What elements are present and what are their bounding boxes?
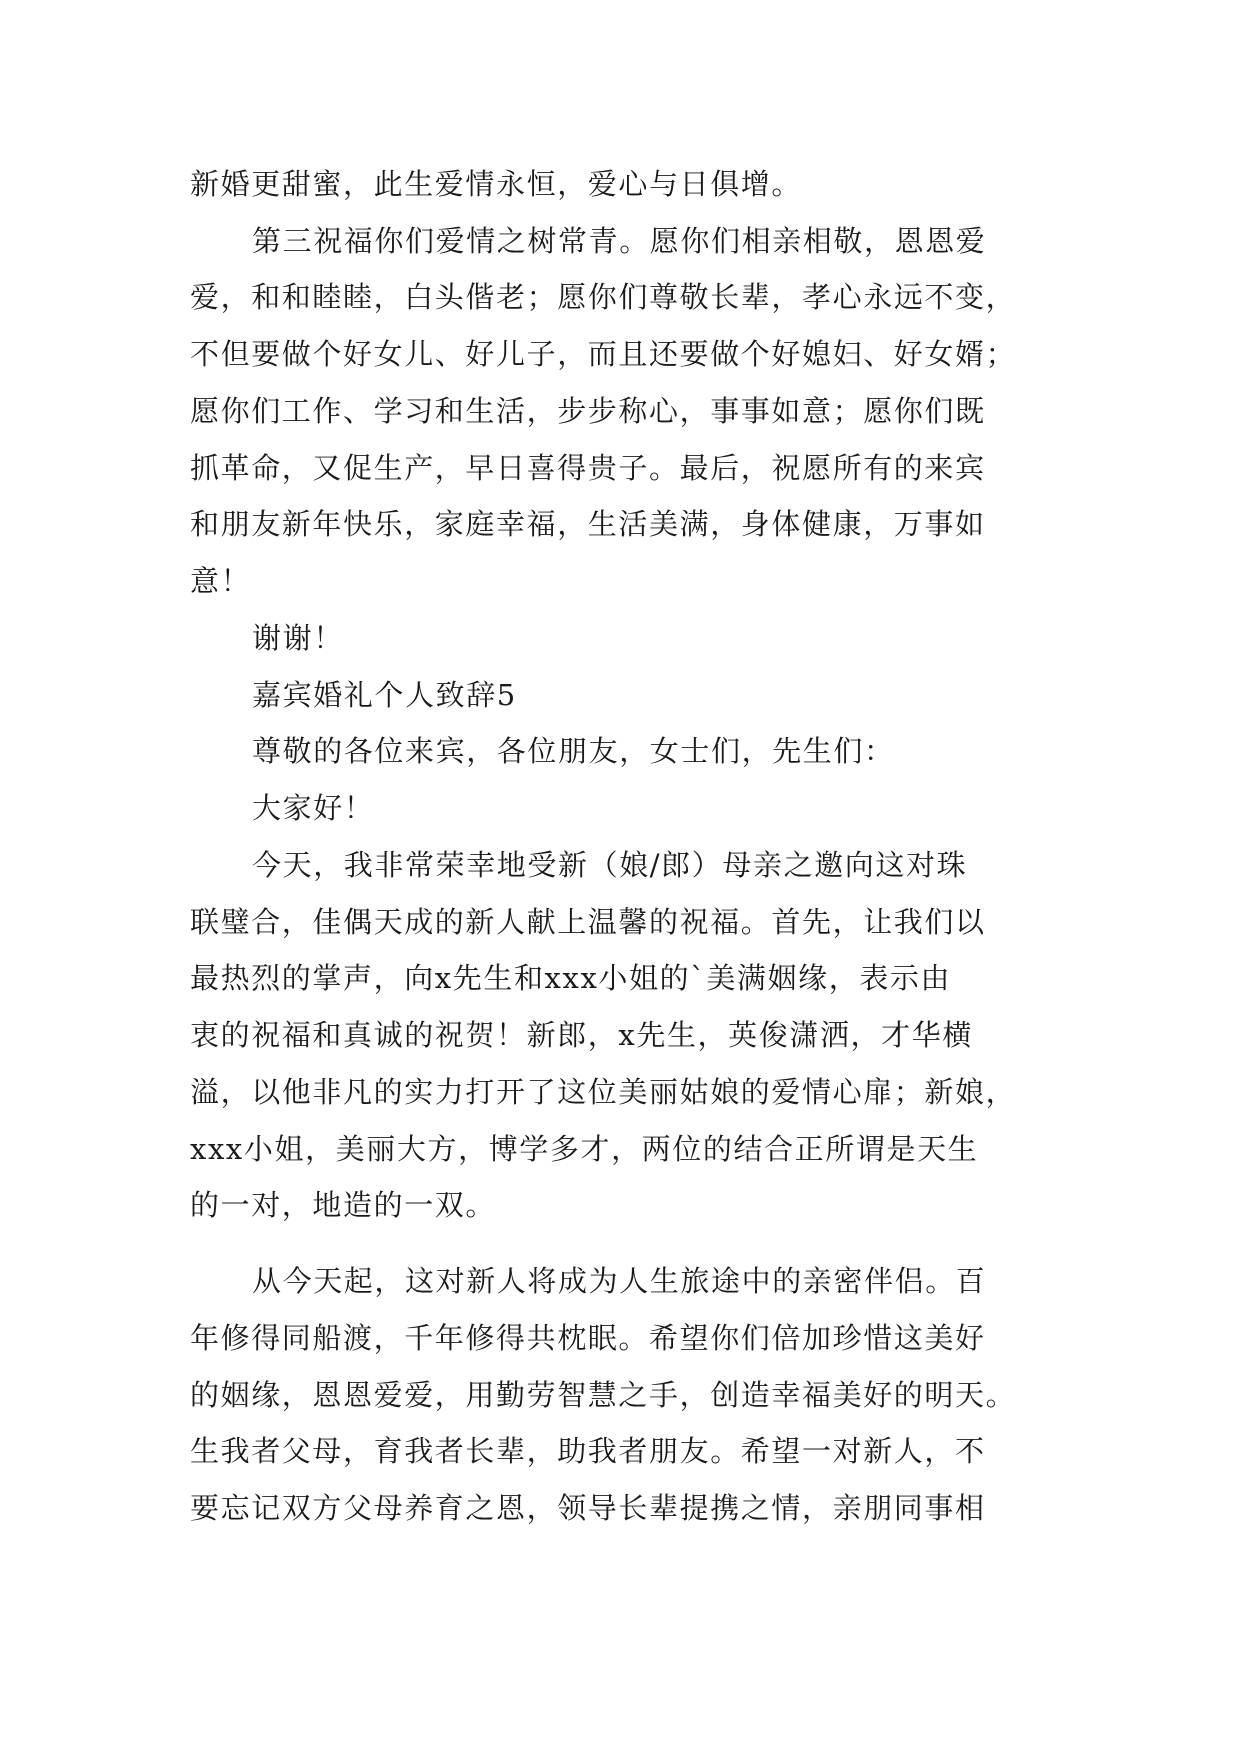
- text-line: 从今天起，这对新人将成为人生旅途中的亲密伴侣。百: [252, 1264, 987, 1298]
- text-line: 和朋友新年快乐，家庭幸福，生活美满，身体健康，万事如: [190, 507, 986, 541]
- text-line: 今天，我非常荣幸地受新（娘/郎）母亲之邀向这对珠: [252, 848, 968, 882]
- text-line: 不但要做个好女儿、好儿子，而且还要做个好媳妇、好女婿；: [190, 337, 1017, 371]
- text-line: 要忘记双方父母养育之恩，领导长辈提携之情，亲朋同事相: [190, 1491, 986, 1525]
- text-line: 生我者父母，育我者长辈，助我者朋友。希望一对新人，不: [190, 1434, 986, 1468]
- text-line: xxx小姐，美丽大方，博学多才，两位的结合正所谓是天生: [190, 1132, 979, 1166]
- text-line: 衷的祝福和真诚的祝贺！新郎，x先生，英俊潇洒，才华横: [190, 1018, 973, 1052]
- text-line: 意！: [190, 564, 252, 598]
- text-line: 新婚更甜蜜，此生爱情永恒，爱心与日俱增。: [190, 167, 803, 201]
- text-line: 愿你们工作、学习和生活，步步称心，事事如意；愿你们既: [190, 394, 986, 428]
- text-line: 第三祝福你们爱情之树常青。愿你们相亲相敬，恩恩爱: [252, 224, 987, 258]
- text-line: 最热烈的掌声，向x先生和xxx小姐的`美满姻缘，表示由: [190, 961, 952, 995]
- text-line: 大家好！: [252, 791, 375, 825]
- text-line: 谢谢！: [252, 621, 344, 655]
- text-line: 抓革命，又促生产，早日喜得贵子。最后，祝愿所有的来宾: [190, 451, 986, 485]
- text-line: 尊敬的各位来宾，各位朋友，女士们，先生们：: [252, 734, 895, 768]
- text-line: 溢，以他非凡的实力打开了这位美丽姑娘的爱情心扉；新娘，: [190, 1075, 1017, 1109]
- text-line: 年修得同船渡，千年修得共枕眠。希望你们倍加珍惜这美好: [190, 1321, 986, 1355]
- text-line: 联璧合，佳偶天成的新人献上温馨的祝福。首先，让我们以: [190, 905, 986, 939]
- text-line: 的姻缘，恩恩爱爱，用勤劳智慧之手，创造幸福美好的明天。: [190, 1378, 1017, 1412]
- text-line: 的一对，地造的一双。: [190, 1188, 497, 1222]
- section-heading: 嘉宾婚礼个人致辞5: [252, 678, 517, 712]
- text-line: 爱，和和睦睦，白头偕老；愿你们尊敬长辈，孝心永远不变，: [190, 280, 1017, 314]
